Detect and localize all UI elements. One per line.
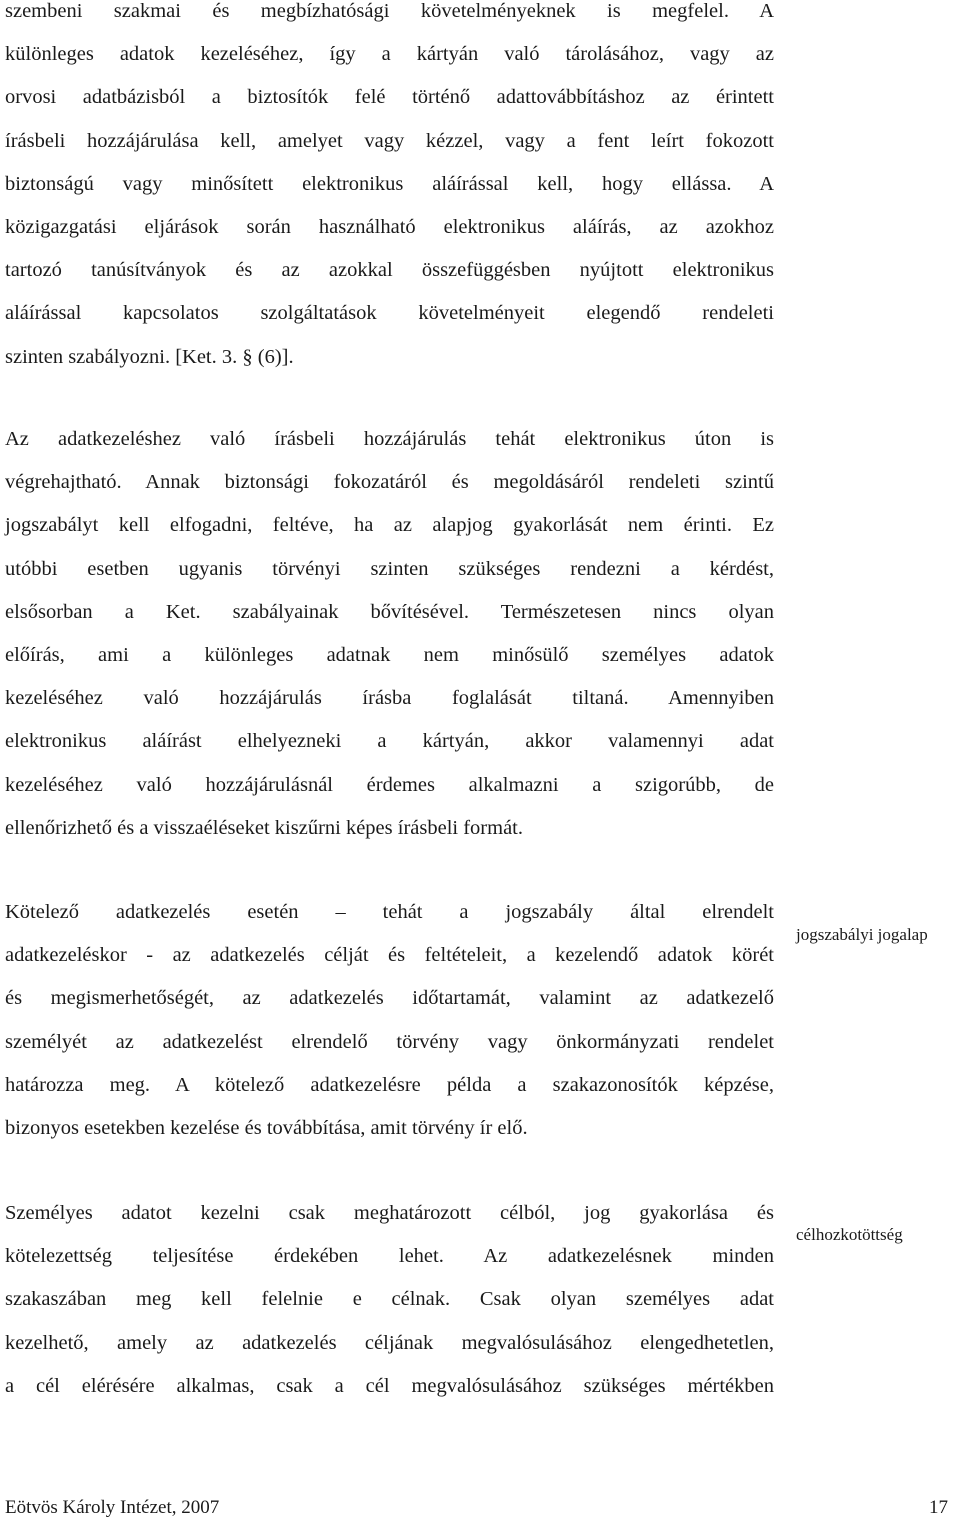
text-line: ellenőrizhető és a visszaéléseket kiszűrni képes írásbeli formát.: [5, 816, 523, 839]
paragraph-3: [5, 891, 774, 1150]
text-line: orvosi adatbázisból a biztosítók felé történő adattovábbításhoz az érintett: [5, 86, 774, 109]
text-line: kezeléséhez való hozzájárulásnál érdemes alkalmazni a szigorúbb, de: [5, 773, 774, 796]
text-line: különleges adatok kezeléséhez, így a kártyán való tárolásához, vagy az: [5, 43, 774, 66]
text-line: határozza meg. A kötelező adatkezelésre példa a szakazonosítók képzése,: [5, 1073, 774, 1096]
margin-note-legal-basis: jogszabályi jogalap: [796, 925, 928, 944]
text-line: kezeléséhez való hozzájárulás írásba foglalását tiltaná. Amennyiben: [5, 687, 774, 710]
text-line: kötelezettség teljesítése érdekében lehet. Az adatkezelésnek minden: [5, 1245, 774, 1268]
text-line: közigazgatási eljárások során használható elektronikus aláírás, az azokhoz: [5, 215, 774, 238]
page-footer: [5, 1496, 948, 1520]
text-line: a cél elérésére alkalmas, csak a cél megvalósulásához szükséges mértékben: [5, 1374, 774, 1397]
text-line: jogszabályt kell elfogadni, feltéve, ha az alapjog gyakorlását nem érinti. Ez: [5, 514, 774, 537]
text-line: Személyes adatot kezelni csak meghatározott célból, jog gyakorlása és: [5, 1202, 774, 1224]
page-number: 17: [929, 1497, 948, 1518]
margin-note-purpose-limitation: célhozkotöttség: [796, 1225, 903, 1244]
text-line: Az adatkezeléshez való írásbeli hozzájárulás tehát elektronikus úton is: [5, 428, 774, 450]
text-line: és megismerhetőségét, az adatkezelés időtartamát, valamint az adatkezelő: [5, 987, 774, 1010]
text-line: Kötelező adatkezelés esetén – tehát a jogszabály által elrendelt: [5, 901, 774, 923]
text-line: elsősorban a Ket. szabályainak bővítésével. Természetesen nincs olyan: [5, 600, 774, 623]
text-line: tartozó tanúsítványok és az azokkal összefüggésben nyújtott elektronikus: [5, 259, 774, 282]
text-line: aláírással kapcsolatos szolgáltatások követelményeit elegendő rendeleti: [5, 302, 774, 325]
paragraph-4: [5, 1192, 774, 1408]
text-line: írásbeli hozzájárulása kell, amelyet vagy kézzel, vagy a fent leírt fokozott: [5, 129, 774, 152]
text-line: bizonyos esetekben kezelése és továbbítása, amit törvény ír elő.: [5, 1116, 528, 1139]
text-line: előírás, ami a különleges adatnak nem minősülő személyes adatok: [5, 643, 774, 666]
text-line: végrehajtható. Annak biztonsági fokozatáról és megoldásáról rendeleti szintű: [5, 471, 774, 494]
text-line: szinten szabályozni. [Ket. 3. § (6)].: [5, 345, 294, 368]
text-line: szakaszában meg kell felelnie e célnak. Csak olyan személyes adat: [5, 1288, 774, 1311]
text-line: szembeni szakmai és megbízhatósági követelményeknek is megfelel. A: [5, 0, 774, 22]
footer-institution: Eötvös Károly Intézet, 2007: [5, 1497, 220, 1518]
text-line: személyét az adatkezelést elrendelő törvény vagy önkormányzati rendelet: [5, 1030, 774, 1053]
text-line: kezelhető, amely az adatkezelés céljának megvalósulásához elengedhetetlen,: [5, 1331, 774, 1354]
text-line: biztonságú vagy minősített elektronikus aláírással kell, hogy ellássa. A: [5, 172, 774, 195]
paragraph-1: [5, 0, 774, 379]
text-line: elektronikus aláírást elhelyezneki a kártyán, akkor valamennyi adat: [5, 730, 774, 753]
text-line: utóbbi esetben ugyanis törvényi szinten szükséges rendezni a kérdést,: [5, 557, 774, 580]
text-line: adatkezeléskor - az adatkezelés célját és feltételeit, a kezelendő adatok körét: [5, 944, 774, 967]
paragraph-2: [5, 418, 774, 850]
